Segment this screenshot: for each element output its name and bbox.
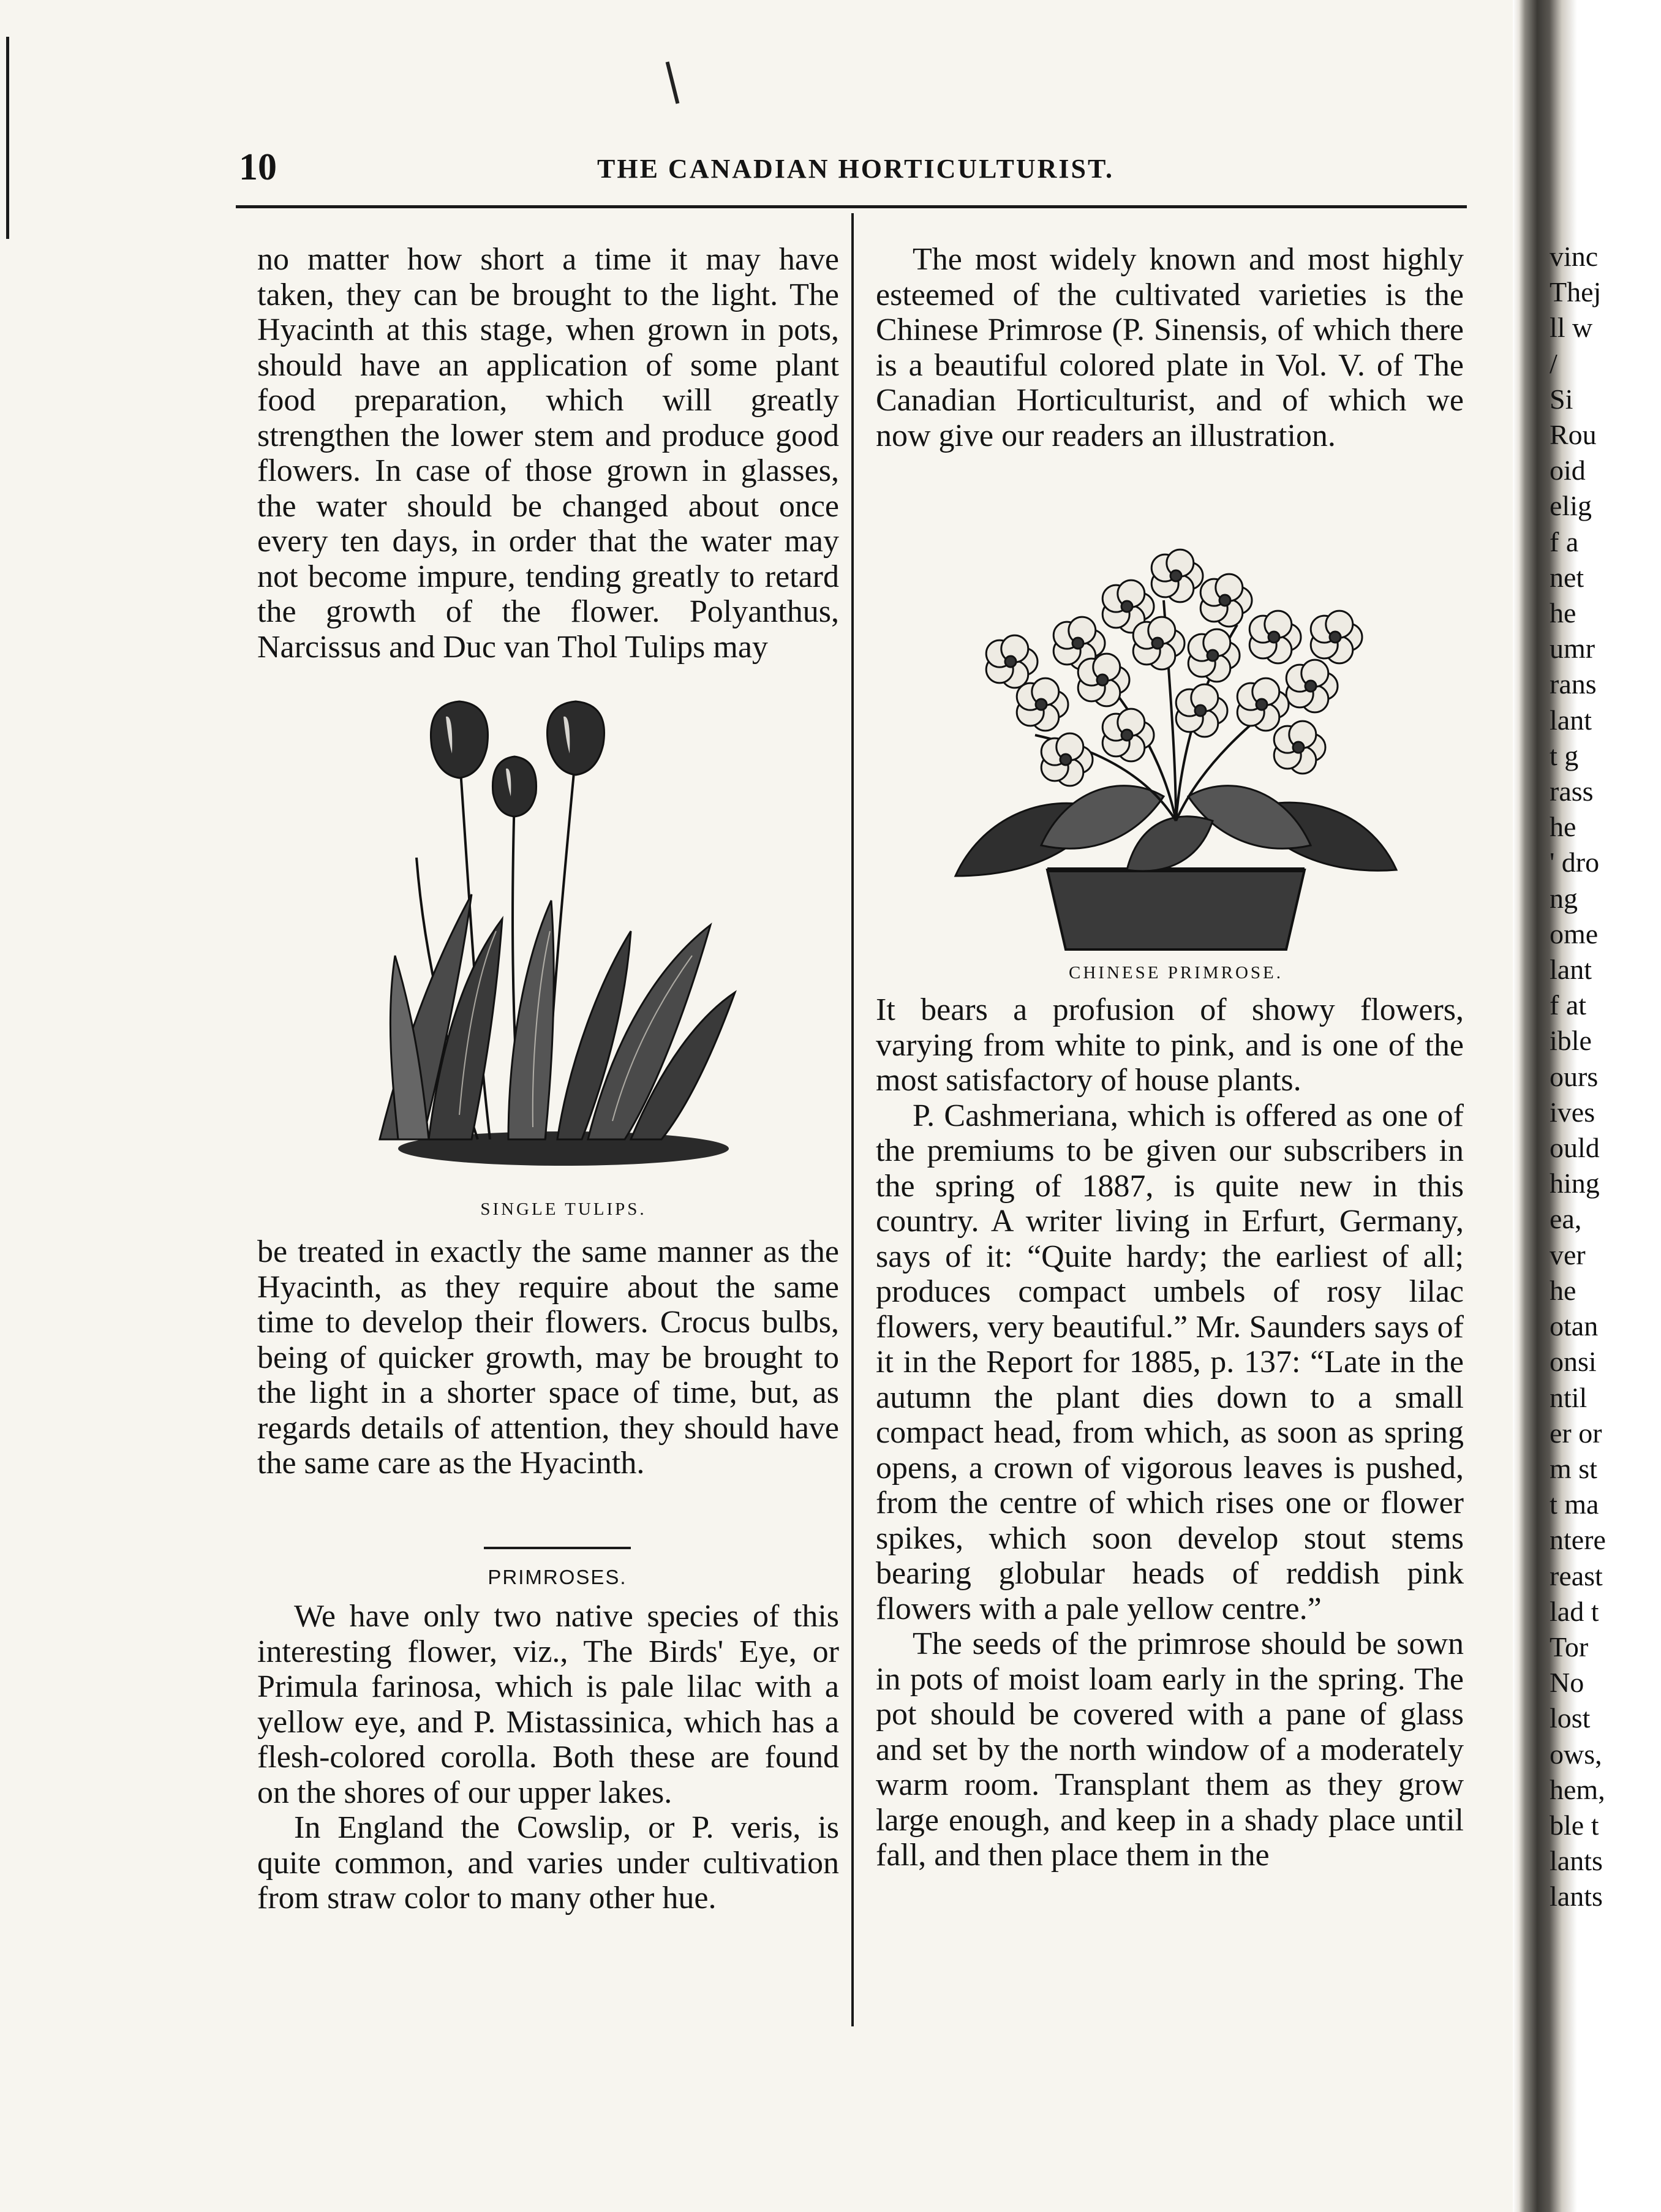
page-number: 10 [239, 146, 277, 188]
primroses-paragraph-2: In England the Cowslip, or P. veris, is quite common, and varies under cultivation from straw color to many other hue. [257, 1810, 839, 1916]
header-rule [236, 205, 1467, 208]
next-page-edge [1513, 0, 1661, 2212]
left-column-primroses [257, 1599, 839, 1916]
right-paragraph-3: P. Cashmeriana, which is offered as one of the premiums to be given our subscribers in the spring of 1887, is quite new in this country. A writer living in Erfurt, Germany, says of it: “Quite hardy; the earliest of all; produces compact umbels of rosy lilac flowers, very beautiful.” Mr. Saunders says of it in the Report for 1885, p. 137: “Late in the autumn the plant dies down to a small compact head, from which, as soon as spring opens, a crown of vigorous leaves is pushed, from the centre of which rises one or flower spikes, which soon develop stout stems bearing globular heads of reddish pink flowers with a pale yellow centre.” [876, 1098, 1464, 1626]
figure-caption-primrose: CHINESE PRIMROSE. [1069, 963, 1283, 983]
left-column-bottom [257, 1234, 839, 1481]
scan-speck [666, 61, 680, 104]
left-paragraph-2: be treated in exactly the same manner as the Hyacinth, as they require about the same time to develop their flowers. Crocus bulbs, being of quicker growth, may be brought to the light in a shorter space of time, but, as regards details of attention, they should have the same care as the Hyacinth. [257, 1234, 839, 1481]
right-paragraph-2: It bears a profusion of showy flowers, varying from white to pink, and is one of the most satisfactory of house plants. [876, 992, 1464, 1098]
right-column-bottom [876, 992, 1464, 1873]
chinese-primrose-illustration [943, 502, 1409, 956]
left-column-top [257, 242, 839, 665]
running-title: THE CANADIAN HORTICULTURIST. [597, 154, 1115, 184]
left-paragraph-1: no matter how short a time it may have taken, they can be brought to the light. The Hyacinth at this stage, when grown in pots, should have an application of some plant food preparation, which will greatly strengthen the lower stem and produce good flowers. In case of those grown in glasses, the water should be changed about once every ten days, in order that the water may not become impure, tending greatly to retard the growth of the flower. Polyanthus, Narcissus and Duc van Thol Tulips may [257, 242, 839, 665]
right-paragraph-4: The seeds of the primrose should be sown in pots of moist loam early in the spring. The pot should be covered with a pane of glass and set by the north window of a moderately warm room. Transplant them as they grow large enough, and keep in a shady place until fall, and then place them in the [876, 1626, 1464, 1873]
next-page-fragments: vinc Thej ll w / Si Rou oid elig f a net he umr rans lant t g rass he ' dro ng ome lant f at ible ours ives ould hing ea, ver he otan onsi ntil er or m st t ma ntere reast lad t Tor No lost ows, hem, ble t lants lants [1550, 241, 1606, 1912]
scan-edge-rule [6, 37, 9, 239]
primroses-paragraph-1: We have only two native species of this interesting flower, viz., The Birds' Eye, or Primula farinosa, which is pale lilac with a yellow eye, and P. Mistassinica, which has a flesh-colored corolla. Both these are found on the shores of our upper lakes. [257, 1599, 839, 1810]
figure-caption-tulips: SINGLE TULIPS. [480, 1199, 647, 1219]
section-heading: PRIMROSES. [488, 1566, 627, 1588]
right-paragraph-1: The most widely known and most highly esteemed of the cultivated varieties is the Chinese Primrose (P. Sinensis, of which there is a beautiful colored plate in Vol. V. of The Canadian Horticulturist, and of which we now give our readers an illustration. [876, 242, 1464, 453]
right-column-top [876, 242, 1464, 453]
single-tulips-illustration [367, 698, 747, 1176]
column-divider [851, 213, 854, 2026]
section-rule [484, 1547, 631, 1549]
